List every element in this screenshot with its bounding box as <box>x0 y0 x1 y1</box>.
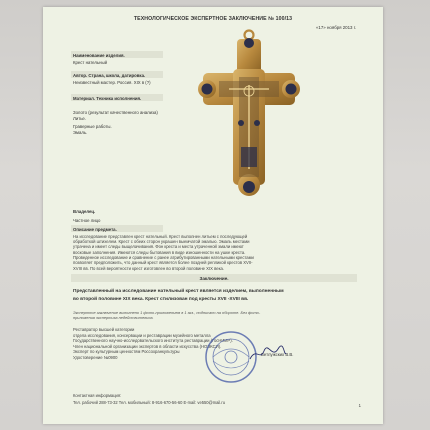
description-line: На исследование представлен крест нательный. Крест выполнен литьем с последующей <box>73 234 248 239</box>
material-line: Литье. <box>73 116 87 121</box>
signatory-line: Государственного научно-исследовательского института реставрации (ГосНИИР). <box>73 338 233 344</box>
signatory-line: Член национальной организации экспертов в области искусства (НОЭКСИ). <box>73 343 222 349</box>
contact-info <box>73 393 225 405</box>
validity-note <box>73 310 353 320</box>
signatory-line: отдела исследования, консервации и реставрации музейного металла <box>73 332 211 338</box>
section-owner-value: Частное лицо <box>73 218 101 223</box>
section-material-label: Материал. Техника исполнения. <box>73 95 142 101</box>
conclusion-text <box>73 288 355 303</box>
section-material-label-box <box>71 94 163 101</box>
contact-line: Тел. рабочий 288-73-32 Тел. мобильный: 8-916-670-56-60 E-mail: ve550@mail.ru <box>73 400 225 405</box>
conclusion-line: во второй половине XIX века. Крест стилизован под кресты XVII -XVIII вв. <box>73 296 249 302</box>
section-author-value: Неизвестный мастер. Россия. XIX в (?) <box>73 80 151 85</box>
description-line: восковые заполнения. Имеются следы бытования в виде изношенности на ушке креста. <box>73 250 246 255</box>
description-line: утрачена и имеет следы выщелачивания. Фон креста и места утраченной эмали имеют <box>73 244 244 250</box>
note-line: приложения экспертиза недействительна. <box>73 315 154 320</box>
signatory-line: Удостоверение №0900 <box>73 354 118 360</box>
material-line: Эмаль. <box>73 130 88 135</box>
section-name-value: Крест нательный <box>73 60 108 65</box>
material-line: Граверные работы. <box>73 124 112 129</box>
section-name-label-box <box>71 51 163 58</box>
document-title: ТЕХНОЛОГИЧЕСКОЕ ЭКСПЕРТНОЕ ЗАКЛЮЧЕНИЕ № 100/13 <box>133 16 293 22</box>
description-line: Проведенное исследование и сравнение с ранее атрибутированными нательными крестами <box>73 255 254 261</box>
contact-label: Контактная информация: <box>73 393 122 398</box>
signatory-line: Эксперт по культурным ценностям Россохранкультуры <box>73 349 180 355</box>
conclusion-line: Представленный на исследование нательный крест является изделием, выполненным <box>73 289 284 294</box>
section-description-label-box <box>71 225 163 232</box>
signatory-line: Реставратор высшей категории <box>73 327 135 332</box>
section-name-label: Наименование изделия. <box>73 52 125 58</box>
description-line: позволяет предположить, что данный крест является более поздней репликой крестов XVII- <box>73 260 253 266</box>
description-paragraph <box>73 234 355 250</box>
section-description-label: Описание предмета. <box>73 226 117 232</box>
conclusion-heading: Заключение. <box>199 276 229 281</box>
cross-photo <box>193 29 305 199</box>
description-line: XVIII вв. По всей вероятности крест изготовлен во второй половине XIX века. <box>73 265 224 271</box>
document-date: «17» ноября 2013 г. <box>315 25 356 30</box>
document-page <box>43 7 383 424</box>
material-line: Золото (результат качественного анализа) <box>73 110 158 115</box>
section-author-label: Автор. Страна, школа, датировка. <box>73 72 146 78</box>
description-line: обработкой штихелем. Крест с обеих сторон украшен выемчатой эмалью. Эмаль местами <box>73 239 250 245</box>
description-paragraph-cont <box>73 250 355 271</box>
note-line: Экспертное заключение выполнено 1 фото-приложением в 1 экз., подписано на обороте. Без фото- <box>73 310 261 315</box>
handwritten-signature <box>248 345 288 363</box>
section-author-label-box <box>71 71 163 78</box>
signatory-name: Ветлужских В.В. <box>261 352 294 357</box>
page-number: 1 <box>358 403 361 408</box>
conclusion-heading-box <box>71 274 357 282</box>
section-owner-label: Владелец. <box>73 209 96 214</box>
